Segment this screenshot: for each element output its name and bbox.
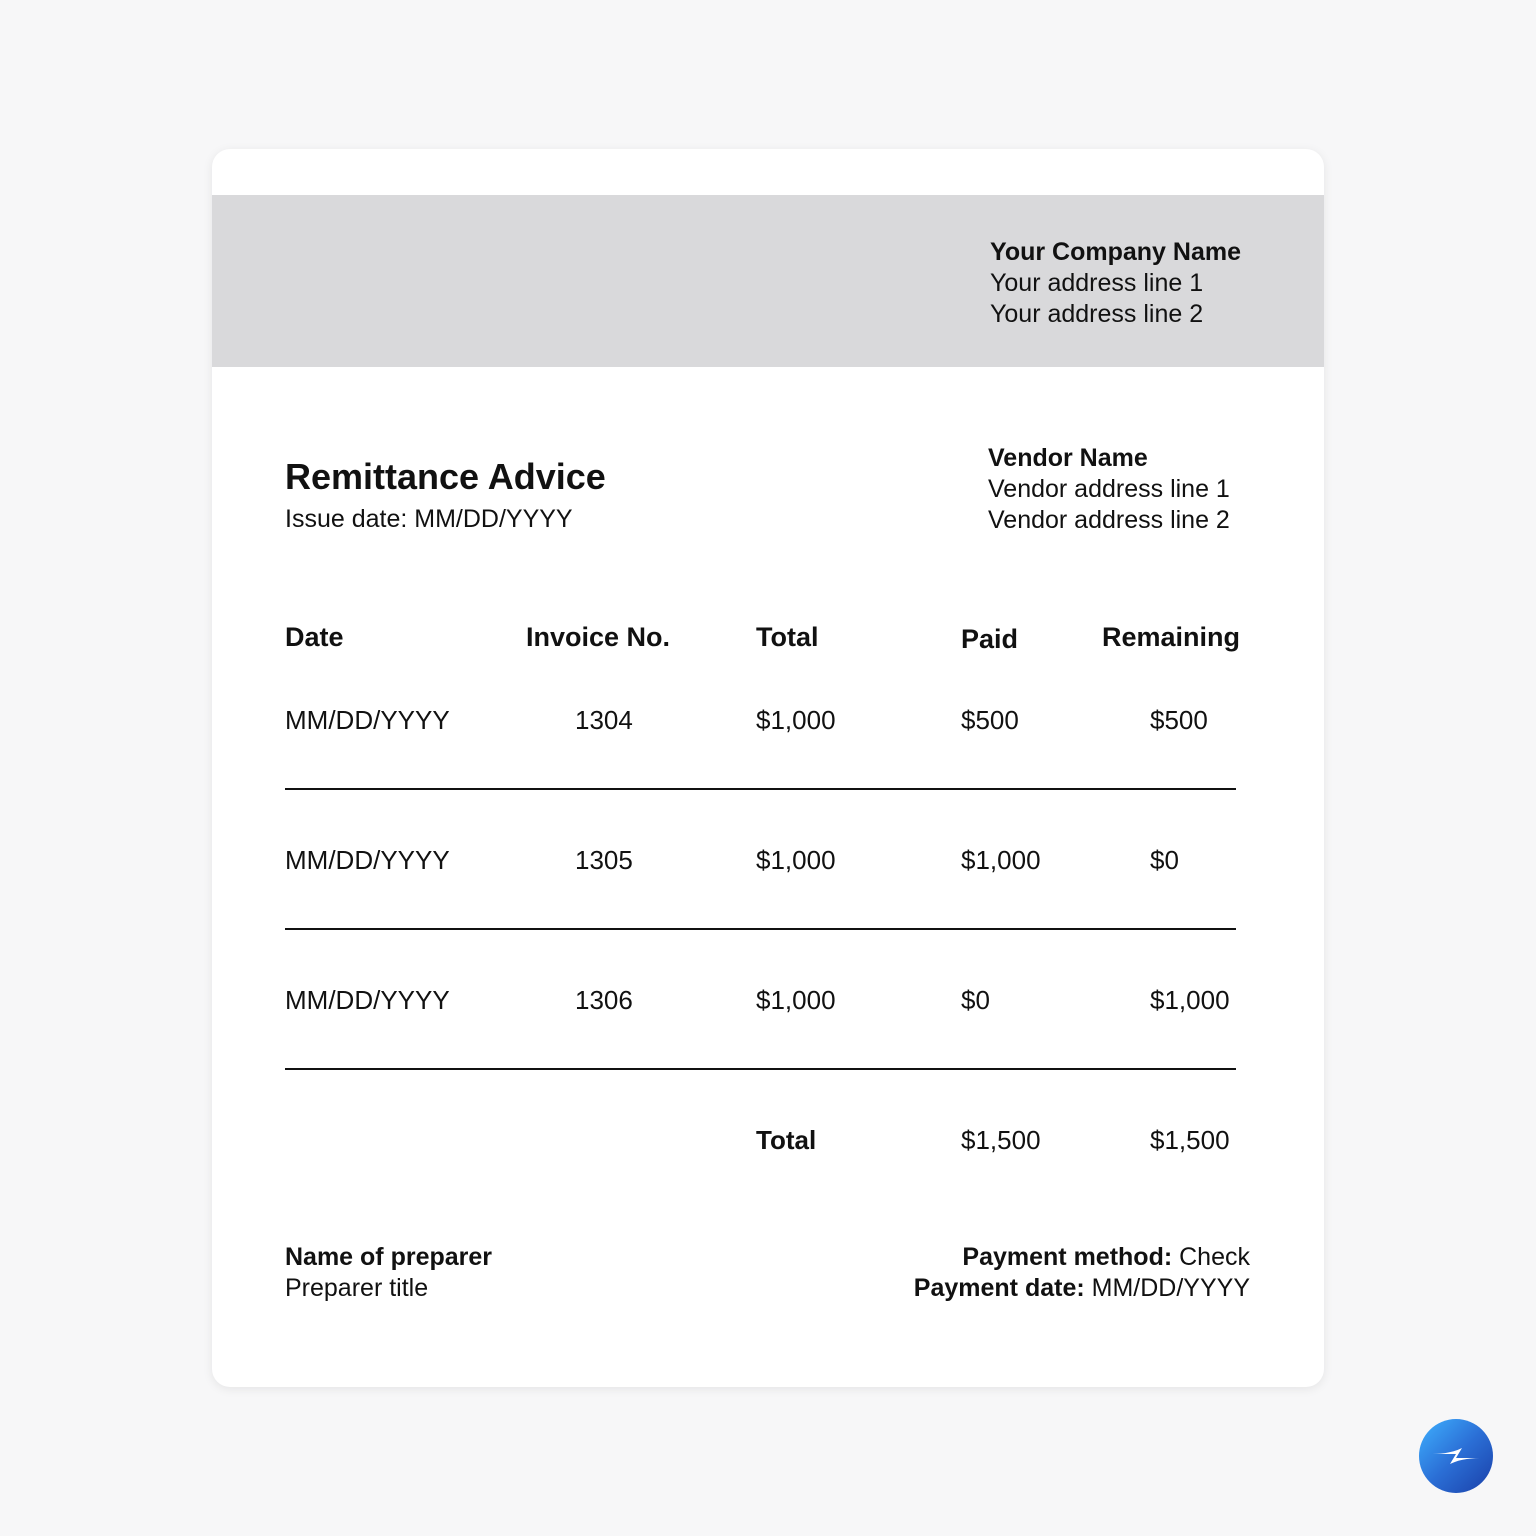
document-title: Remittance Advice — [285, 456, 606, 497]
header-remaining: Remaining — [1102, 622, 1241, 652]
vendor-block — [988, 443, 1230, 536]
row-1-total: $1,000 — [756, 705, 836, 735]
header-invoice-no: Invoice No. — [526, 622, 671, 652]
row-1-date: MM/DD/YYYY — [285, 705, 450, 735]
vendor-name: Vendor Name — [988, 444, 1148, 472]
payment-date — [914, 1273, 1250, 1304]
payment-method — [914, 1242, 1250, 1273]
company-address-line-2: Your address line 2 — [990, 300, 1204, 328]
vendor-address-line-2: Vendor address line 2 — [988, 506, 1230, 534]
payment-method-label: Payment method: — [962, 1243, 1173, 1271]
row-3-remaining: $1,000 — [1150, 985, 1230, 1015]
row-3-total: $1,000 — [756, 985, 836, 1015]
vendor-address-line-1: Vendor address line 1 — [988, 475, 1230, 503]
preparer-name: Name of preparer — [285, 1243, 493, 1271]
company-name: Your Company Name — [990, 238, 1241, 266]
brand-logo-icon — [1418, 1418, 1494, 1494]
row-3-invoice: 1306 — [575, 985, 633, 1015]
payment-date-value: MM/DD/YYYY — [1091, 1274, 1250, 1302]
preparer-block — [285, 1242, 492, 1304]
row-2-paid: $1,000 — [961, 845, 1041, 875]
totals-label: Total — [756, 1125, 817, 1155]
row-1-paid: $500 — [961, 705, 1019, 735]
row-divider — [285, 788, 1236, 790]
row-divider — [285, 928, 1236, 930]
issue-date: Issue date: MM/DD/YYYY — [285, 505, 573, 533]
header-total: Total — [756, 622, 819, 652]
payment-date-label: Payment date: — [913, 1274, 1085, 1302]
row-2-remaining: $0 — [1150, 845, 1179, 875]
header-paid: Paid — [961, 624, 1019, 654]
header-date: Date — [285, 622, 344, 652]
row-3-date: MM/DD/YYYY — [285, 985, 450, 1015]
row-2-total: $1,000 — [756, 845, 836, 875]
payment-block — [914, 1242, 1250, 1304]
header-band — [212, 195, 1324, 367]
preparer-title: Preparer title — [285, 1274, 429, 1302]
company-address-line-1: Your address line 1 — [990, 269, 1204, 297]
row-3-paid: $0 — [961, 985, 990, 1015]
company-block — [990, 237, 1241, 330]
row-2-invoice: 1305 — [575, 845, 633, 875]
remittance-document — [212, 149, 1324, 1387]
row-1-invoice: 1304 — [575, 705, 633, 735]
totals-paid: $1,500 — [961, 1125, 1041, 1155]
payment-method-value: Check — [1179, 1243, 1250, 1271]
totals-remaining: $1,500 — [1150, 1125, 1230, 1155]
row-divider — [285, 1068, 1236, 1070]
row-1-remaining: $500 — [1150, 705, 1208, 735]
row-2-date: MM/DD/YYYY — [285, 845, 450, 875]
